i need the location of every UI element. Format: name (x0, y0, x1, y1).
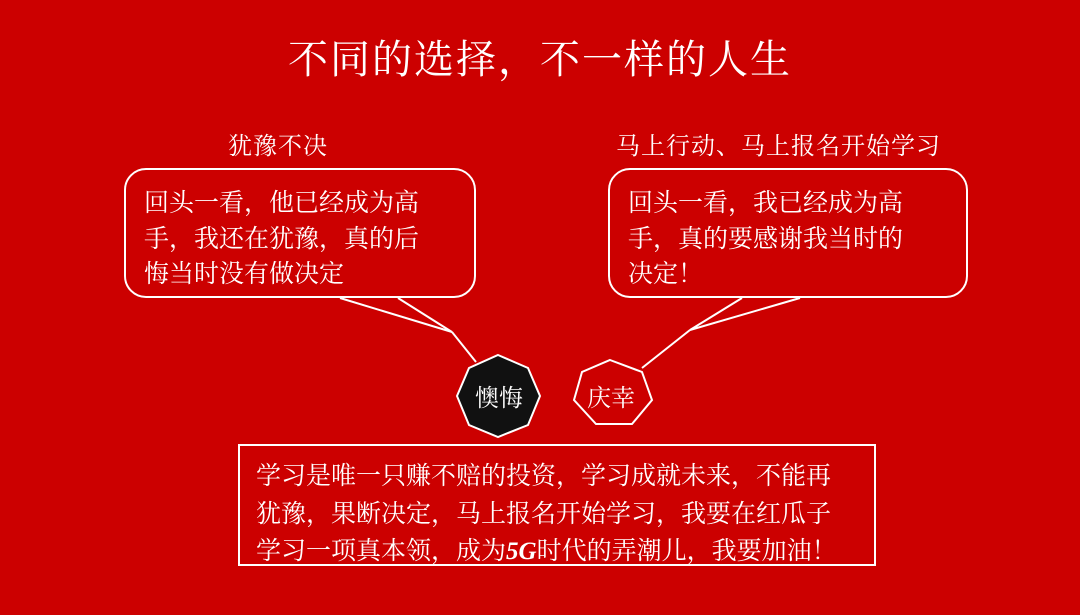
right-speech-bubble (608, 168, 968, 298)
conclusion-line-1: 学习是唯一只赚不赔的投资，学习成就未来，不能再 (256, 463, 832, 490)
left-column-heading: 犹豫不决 (228, 134, 328, 160)
right-bubble-line-1: 回头一看，我已经成为高 (628, 190, 904, 217)
left-bubble-line-2: 手，我还在犹豫，真的后 (144, 225, 420, 253)
left-speech-bubble (124, 168, 476, 298)
conclusion-line-3-part-a: 学习一项真本领，成为 (256, 538, 507, 565)
line-left-to-regret (452, 332, 476, 362)
left-bubble-line-3: 悔当时没有做决定 (144, 261, 345, 288)
conclusion-line-3-part-c: 时代的弄潮儿，我要加油！ (536, 538, 837, 565)
conclusion-line-2: 犹豫，果断决定，马上报名开始学习，我要在红瓜子 (256, 500, 832, 528)
right-bubble-line-2: 手，真的要感谢我当时的 (628, 225, 904, 253)
regret-node-label: 懊悔 (475, 386, 523, 412)
left-bubble-line-1: 回头一看，他已经成为高 (144, 190, 420, 217)
conclusion-box (238, 444, 876, 566)
line-right-to-glad (642, 330, 690, 368)
conclusion-line-3 (256, 533, 858, 571)
right-bubble-line-3: 决定！ (628, 261, 704, 288)
five-g-highlight: 5G (506, 538, 537, 565)
left-bubble-tail (340, 298, 452, 332)
right-bubble-tail (690, 298, 800, 330)
glad-node-label: 庆幸 (587, 386, 635, 412)
right-column-heading: 马上行动、马上报名开始学习 (616, 134, 941, 160)
page-title: 不同的选择，不一样的人生 (288, 37, 792, 82)
